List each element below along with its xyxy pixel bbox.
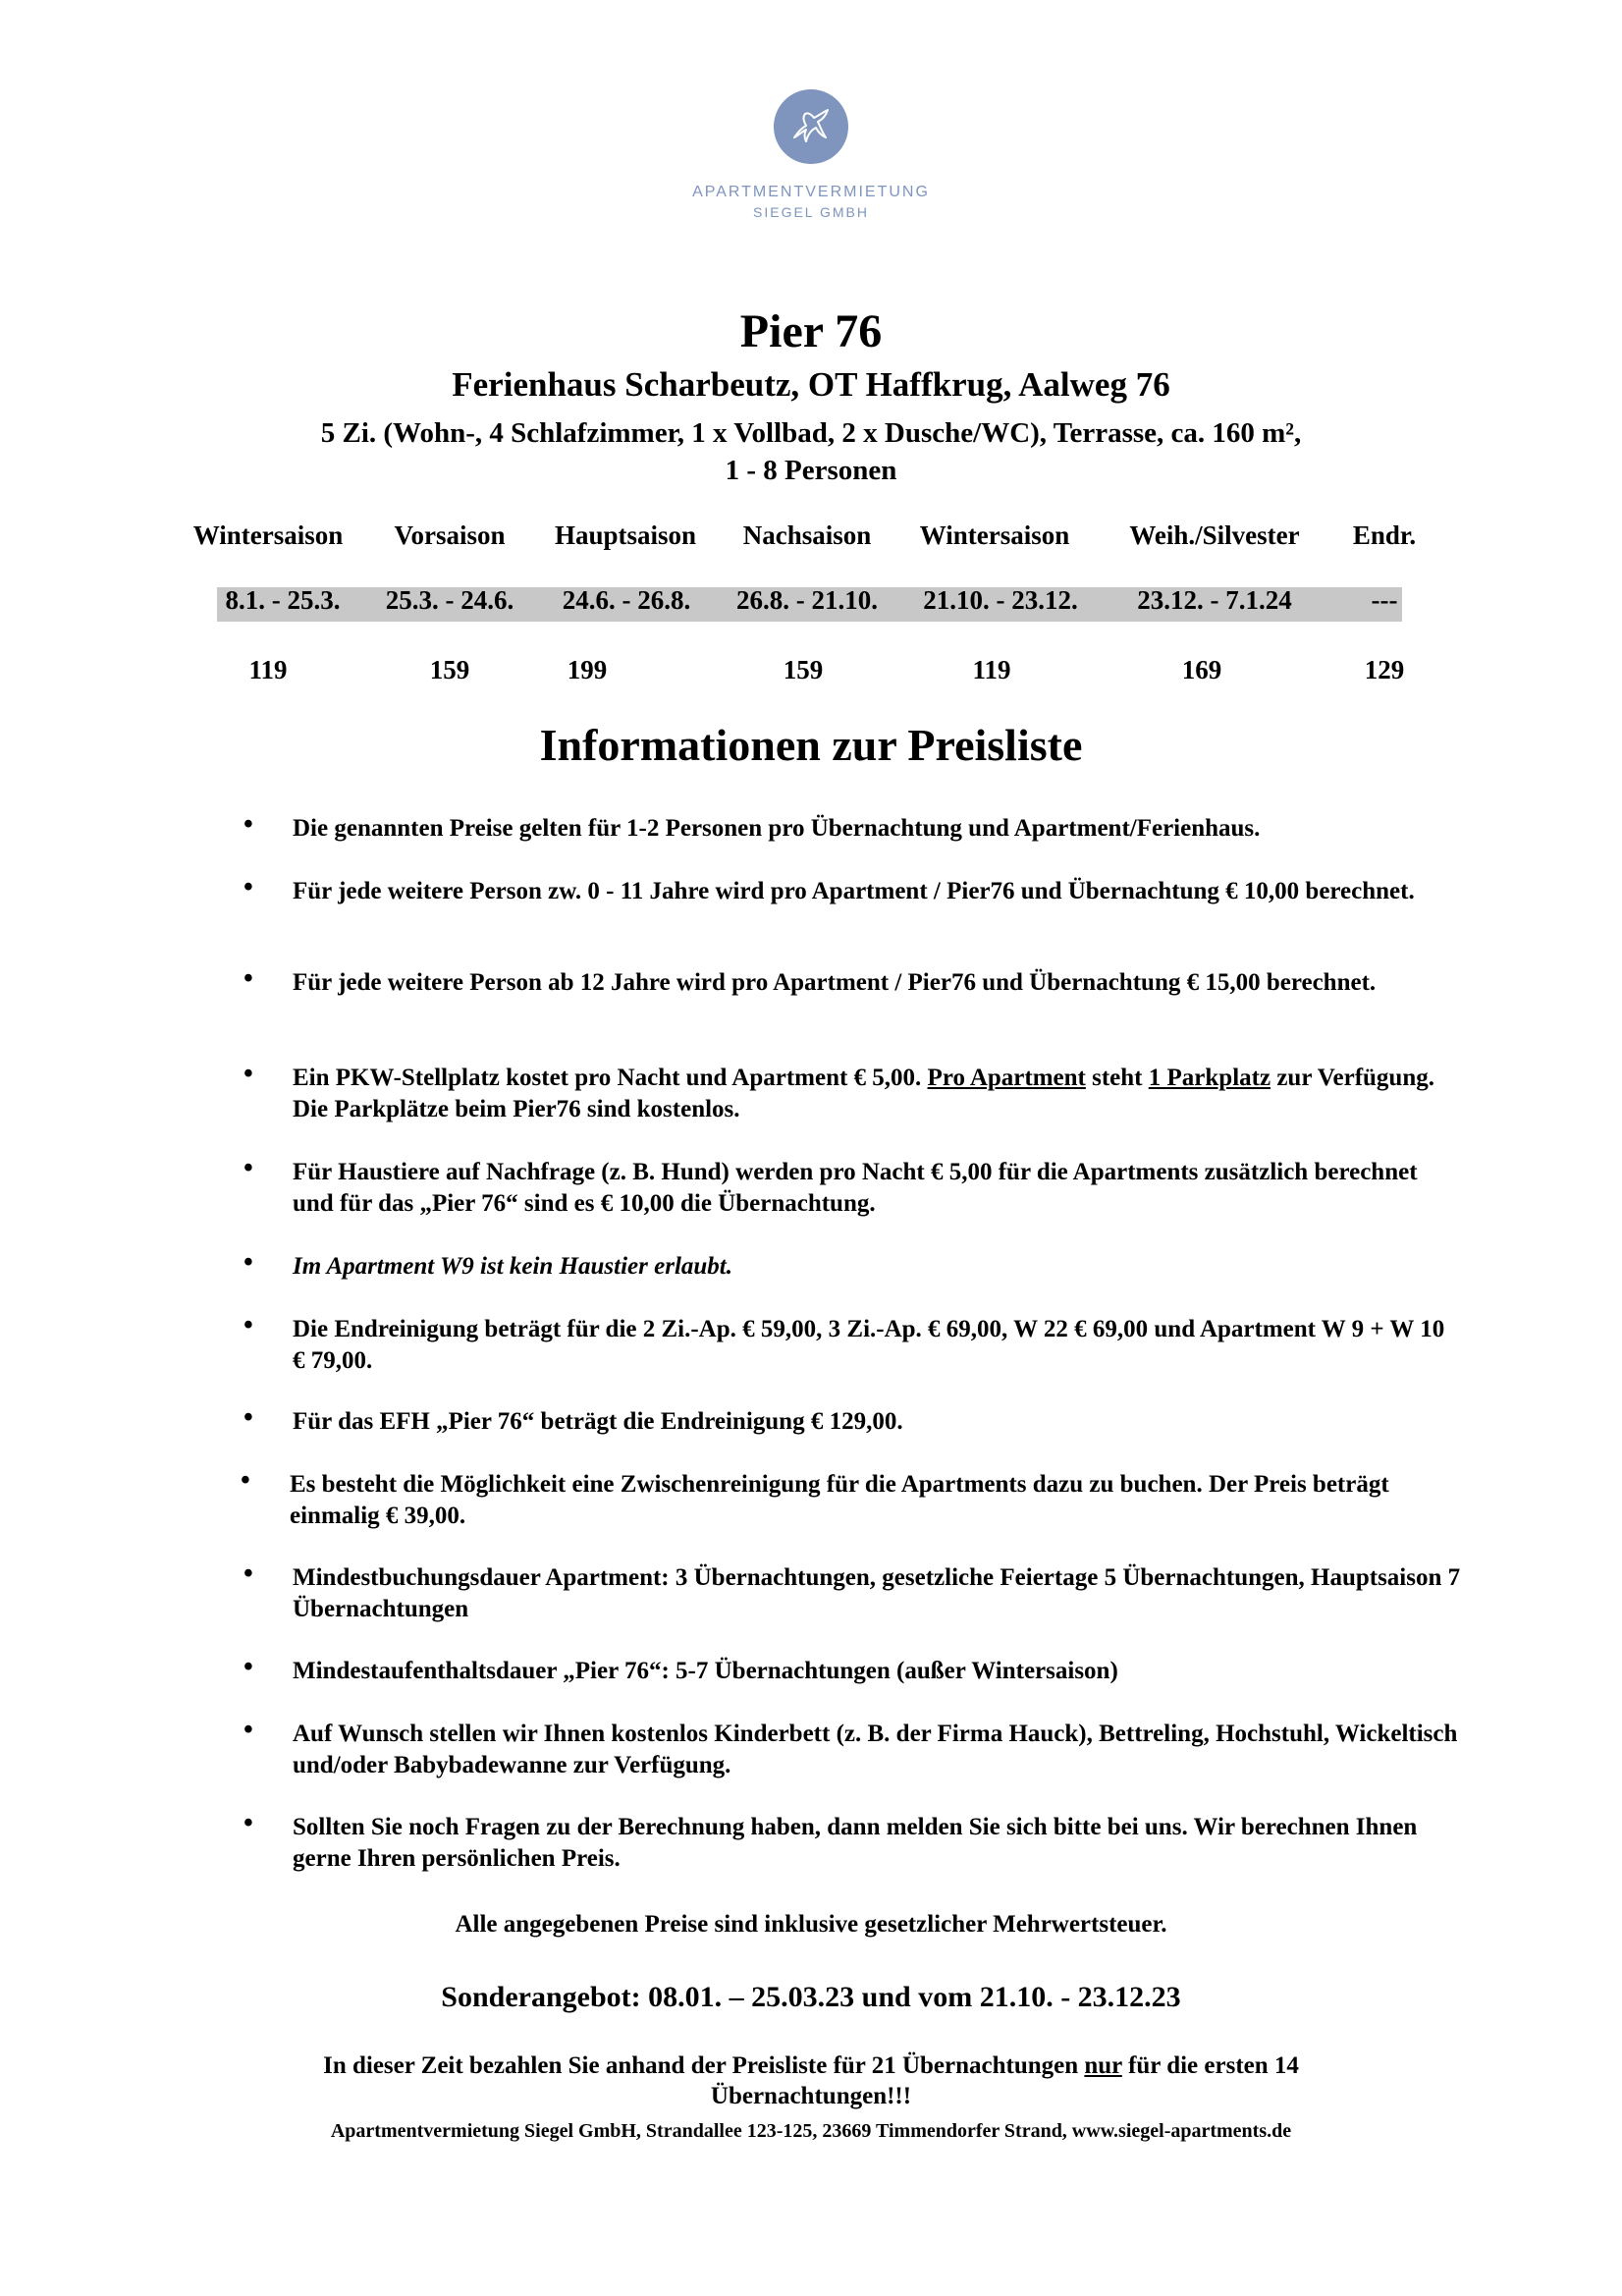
list-item: • Für jede weitere Person ab 12 Jahre wird pro Apartment / Pier76 und Übernachtung € 15,00 berechnet. [293,967,1461,999]
season-price: 159 [429,655,470,684]
season-prices-row [0,655,1622,690]
parking-text-d: 1 Parkplatz [1148,1065,1271,1091]
list-item: • Die genannten Preise gelten für 1-2 Personen pro Übernachtung und Apartment/Ferienhaus. [293,813,1461,845]
season-label: Hauptsaison [554,520,697,550]
list-item: • Auf Wunsch stellen wir Ihnen kostenlos Kinderbett (z. B. der Firma Hauck), Bettreling, Hochstuhl, Wickeltisch und/oder Babybadewanne zur Verfügung. [293,1719,1461,1781]
list-item: • Für Haustiere auf Nachfrage (z. B. Hund) werden pro Nacht € 5,00 für die Apartments zusätzlich berechnet und für das „Pier 76“ sind es € 10,00 die Übernachtung. [293,1157,1461,1220]
list-item: • Die Endreinigung beträgt für die 2 Zi.-Ap. € 59,00, 3 Zi.-Ap. € 69,00, W 22 € 69,00 und Apartment W 9 + W 10 € 79,00. [293,1314,1461,1377]
vat-note: Alle angegebenen Preise sind inklusive gesetzlicher Mehrwertsteuer. [455,1911,1167,1938]
special-offer: Sonderangebot: 08.01. – 25.03.23 und vom 21.10. - 23.12.23 [441,1981,1181,2013]
season-label: Vorsaison [394,520,506,550]
logo-line-1: APARTMENTVERMIETUNG [692,184,930,200]
company-logo [0,88,1622,222]
season-label: Wintersaison [919,520,1070,550]
season-label: Endr. [1352,520,1417,550]
season-price: 159 [783,655,824,684]
pet-restriction-text: Im Apartment W9 ist kein Haustier erlaubt. [293,1253,732,1280]
list-item [293,1251,1461,1283]
info-heading: Informationen zur Preisliste [539,720,1083,770]
season-price: 199 [567,655,608,684]
season-dates-row [0,585,1622,621]
season-date: 23.12. - 7.1.24 [1137,585,1292,615]
house-details: 5 Zi. (Wohn-, 4 Schlafzimmer, 1 x Vollbad, 2 x Dusche/WC), Terrasse, ca. 160 m², [320,417,1302,449]
offer-note [0,2050,1622,2111]
list-item: • Mindestbuchungsdauer Apartment: 3 Übernachtungen, gesetzliche Feiertage 5 Übernachtungen, Hauptsaison 7 Übernachtungen [293,1562,1461,1625]
season-price: 119 [248,655,288,684]
list-item: • Mindestaufenthaltsdauer „Pier 76“: 5-7 Übernachtungen (außer Wintersaison) [293,1656,1461,1687]
parking-text-b: Pro Apartment [927,1065,1086,1091]
offer-note-d: Übernachtungen!!! [710,2083,912,2109]
season-date: 25.3. - 24.6. [385,585,514,615]
company-footer: Apartmentvermietung Siegel GmbH, Strandallee 123-125, 23669 Timmendorfer Strand, www.siegel-apartments.de [330,2120,1292,2142]
parking-text-c: steht [1085,1065,1149,1091]
season-date: --- [1371,585,1398,615]
season-label: Nachsaison [742,520,872,550]
page-title: Pier 76 [739,305,883,357]
parking-text-e: zur Verfügung. Die Parkplätze beim Pier76 sind kostenlos. [293,1065,1434,1122]
season-date: 26.8. - 21.10. [736,585,878,615]
list-item: • Für jede weitere Person zw. 0 - 11 Jahre wird pro Apartment / Pier76 und Übernachtung € 10,00 berechnet. [293,876,1461,907]
season-price: 129 [1364,655,1405,684]
offer-note-c: für die ersten 14 [1121,2052,1299,2079]
season-date: 21.10. - 23.12. [923,585,1078,615]
page-subtitle: Ferienhaus Scharbeutz, OT Haffkrug, Aalweg 76 [452,365,1170,404]
horse-emblem-icon [773,88,849,165]
season-price: 169 [1181,655,1222,684]
persons-info: 1 - 8 Personen [725,455,897,486]
logo-line-2: SIEGEL GMBH [753,204,869,220]
offer-note-a: In dieser Zeit bezahlen Sie anhand der Preisliste für 21 Übernachtungen [323,2052,1085,2079]
offer-note-b: nur [1084,2052,1122,2079]
season-label: Wintersaison [192,520,344,550]
season-date: 8.1. - 25.3. [225,585,341,615]
season-price: 119 [972,655,1011,684]
list-item: • Für das EFH „Pier 76“ beträgt die Endreinigung € 129,00. [293,1406,1461,1438]
list-item: • Es besteht die Möglichkeit eine Zwischenreinigung für die Apartments dazu zu buchen. Der Preis beträgt einmalig € 39,00. [290,1469,1458,1532]
season-label: Weih./Silvester [1129,520,1300,550]
season-date: 24.6. - 26.8. [562,585,691,615]
parking-text-a: Ein PKW-Stellplatz kostet pro Nacht und Apartment € 5,00. [293,1065,928,1091]
list-item: • Sollten Sie noch Fragen zu der Berechnung haben, dann melden Sie sich bitte bei uns. Wir berechnen Ihnen gerne Ihren persönlichen Preis. [293,1812,1461,1875]
season-header-row [0,520,1622,556]
list-item [293,1063,1461,1125]
